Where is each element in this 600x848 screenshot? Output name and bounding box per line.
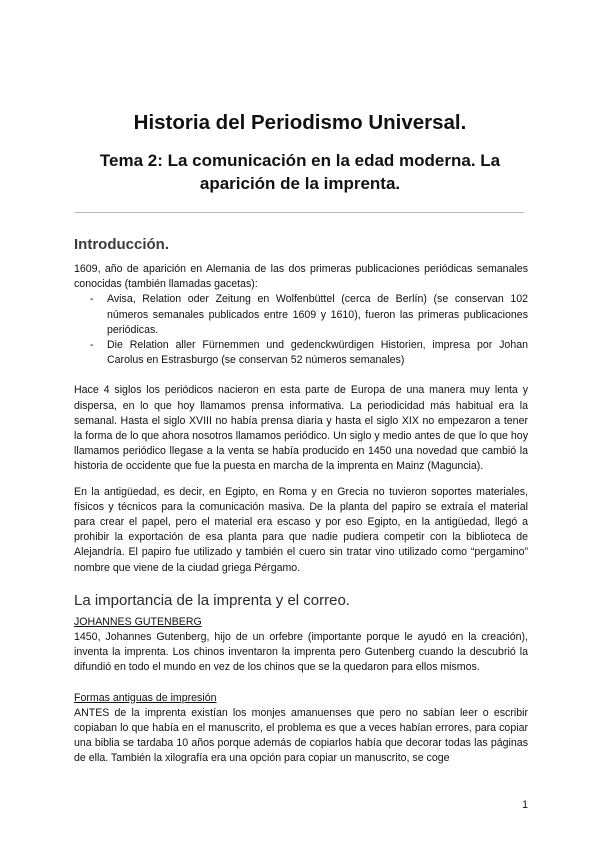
- list-dash: -: [90, 339, 94, 352]
- document-title: Historia del Periodismo Universal.: [133, 111, 467, 134]
- intro-paragraph-1: Hace 4 siglos los periódicos nacieron en esta parte de Europa de una manera muy lenta y dispersa, en lo que hoy llamamos prensa informativa. La periodicidad más habitual era la semanal. Hasta el siglo XVIII no había prensa diaria y hasta el siglo XIX no empezaron a tener la forma de lo que ahora nosotros llamamos periódico. Un siglo y medio antes de que lo que hoy llamamos periódico llegase a la venta se había producido en 1450 una novedad que cambió la historia de occidente que fue la puesta en marcha de la imprenta en Mainz (Maguncia).: [74, 384, 528, 473]
- subheading-gutenberg: JOHANNES GUTENBERG: [74, 615, 202, 628]
- intro-heading: Introducción.: [74, 236, 169, 253]
- subheading-formas-antiguas: Formas antiguas de impresión: [74, 691, 217, 704]
- formas-paragraph: ANTES de la imprenta existían los monjes amanuenses que pero no sabían leer o escribir copiaban lo que había en el manuscrito, el problema es que a veces habían errores, para copiar una biblia se tardaba 10 años porque además de copiarlos había que decorar todas las páginas de ella. También la xilografía era una opción para copiar un manuscrito, se coge: [74, 706, 528, 765]
- title-divider: [75, 212, 524, 213]
- list-item-text: Avisa, Relation oder Zeitung en Wolfenbüttel (cerca de Berlín) (se conservan 102 números semanales publicados entre 1609 y 1610), fueron las primeras publicaciones periódicas.: [107, 293, 528, 336]
- gazette-list: [74, 292, 528, 368]
- gutenberg-paragraph: 1450, Johannes Gutenberg, hijo de un orfebre (importante porque le ayudó en la creación), inventa la imprenta. Los chinos inventaron la imprenta pero Gutenberg cuando la descubrió la difundió en todo el mundo en vez de los chinos que se la quedaron para ellos mismos.: [74, 631, 528, 674]
- document-subtitle: Tema 2: La comunicación en la edad moderna. La aparición de la imprenta.: [99, 151, 501, 193]
- list-item: [74, 338, 528, 368]
- list-item-text: Die Relation aller Fürnemmen und gedenckwürdigen Historien, impresa por Johan Carolus en Estrasburgo (se conservan 52 números semanales): [107, 339, 528, 367]
- list-item: [74, 292, 528, 338]
- intro-lead-paragraph: 1609, año de aparición en Alemania de las dos primeras publicaciones periódicas semanales conocidas (también llamadas gacetas):: [74, 263, 528, 291]
- document-body: [74, 235, 528, 767]
- section-heading-imprenta: La importancia de la imprenta y el correo.: [74, 591, 350, 609]
- list-dash: -: [90, 293, 94, 306]
- page-number: 1: [522, 799, 528, 811]
- intro-paragraph-2: En la antigüedad, es decir, en Egipto, en Roma y en Grecia no tuvieron soportes materiales, físicos y técnicos para la comunicación masiva. De la planta del papiro se extraía el material para crear el papel, pero el material era escaso y por eso Egipto, en la antigüedad, llegó a prohibir la exportación de esa planta para que nadie pudiera competir con la biblioteca de Alejandría. El papiro fue utilizado y también el cuero sin tratar vino utilizado como “pergamino” nombre que viene de la ciudad griega Pérgamo.: [74, 485, 528, 574]
